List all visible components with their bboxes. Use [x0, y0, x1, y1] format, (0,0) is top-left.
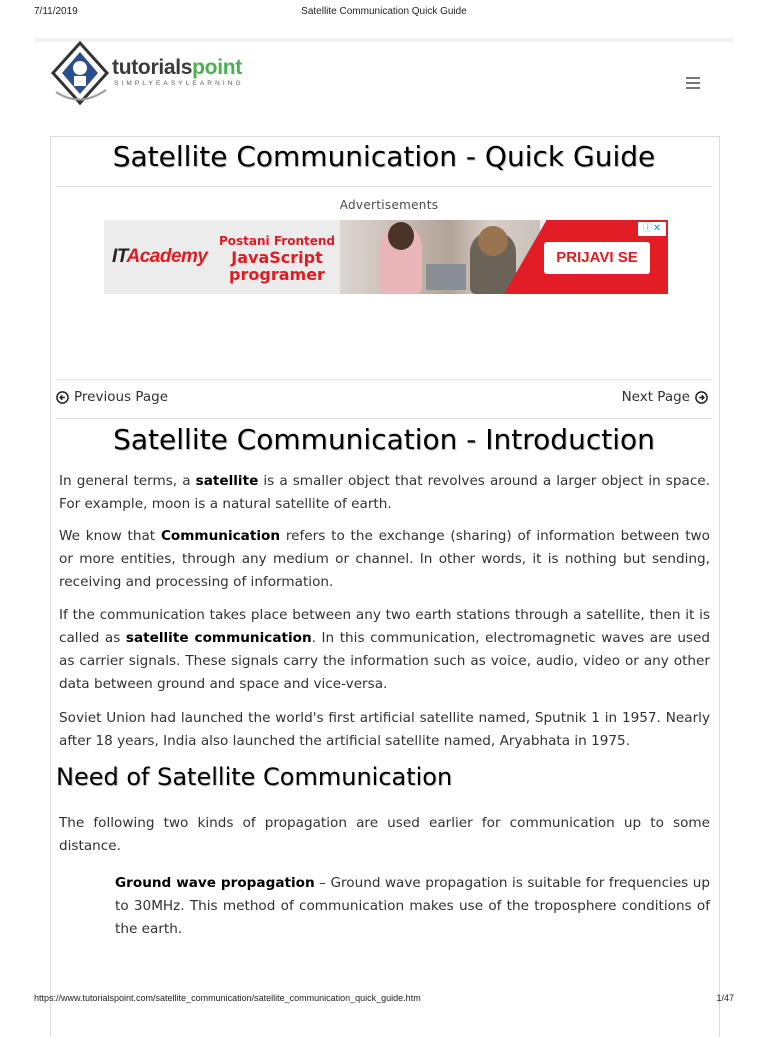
hamburger-menu-icon[interactable] [686, 77, 700, 89]
page-title: Satellite Communication - Quick Guide [112, 140, 656, 173]
circle-arrow-left-icon [56, 391, 69, 404]
intro-heading: Satellite Communication - Introduction [113, 423, 655, 456]
print-title: Satellite Communication Quick Guide [301, 6, 467, 17]
circle-arrow-right-icon [695, 391, 708, 404]
ad-cta-button[interactable]: PRIJAVI SE [544, 242, 650, 274]
intro-paragraph-1: In general terms, a satellite is a smaller object that revolves around a larger object in space. For example, moon is a natural satellite of earth. [59, 473, 710, 512]
site-logo[interactable] [50, 40, 280, 106]
intro-paragraph-2: We know that Communication refers to the exchange (sharing) of information between two or more entities, through any medium or channel. In other words, it is nothing but sending, receiving and processing of information. [59, 528, 710, 590]
print-url: https://www.tutorialspoint.com/satellite_communication/satellite_communication_quick_guide.htm [34, 993, 421, 1003]
advertisements-label: Advertisements [339, 198, 439, 212]
title-divider [56, 186, 712, 187]
next-page-link[interactable] [622, 389, 708, 405]
ground-wave-item: Ground wave propagation – Ground wave propagation is suitable for frequencies up to 30MHz. This method of communication makes use of the troposphere conditions of the earth. [115, 875, 710, 937]
print-date: 7/11/2019 [34, 6, 78, 17]
need-paragraph-1: The following two kinds of propagation are used earlier for communication up to some distance. [59, 815, 710, 854]
logo-tagline: SIMPLYEASYLEARNING [114, 80, 244, 87]
nav-divider [56, 418, 712, 419]
intro-paragraph-3: If the communication takes place between any two earth stations through a satellite, then it is called as satellite communication. In this communication, electromagnetic waves are used as carrier signals. These signals carry the information such as voice, audio, video or any other data between ground and space and vice-versa. [59, 607, 711, 692]
next-page-label: Next Page [621, 389, 690, 405]
ad-divider [56, 379, 712, 380]
logo-wordmark: tutorialspoint [112, 56, 242, 79]
print-footer [0, 993, 768, 1007]
ad-choices-icon[interactable]: ⓘ✕ [638, 222, 666, 236]
print-header [0, 6, 768, 20]
ad-photo [340, 220, 540, 294]
previous-page-link[interactable] [56, 389, 168, 405]
ad-brand: ITAcademy [112, 246, 208, 267]
ad-pitch: Postani Frontend JavaScript programer [219, 234, 335, 284]
tutorialspoint-logo-icon [50, 40, 110, 106]
previous-page-label: Previous Page [74, 389, 169, 405]
intro-paragraph-4: Soviet Union had launched the world's first artificial satellite named, Sputnik 1 in 1957. Nearly after 18 years, India also launched the artificial satellite named, Aryabhata in 1975. [59, 710, 710, 749]
need-heading: Need of Satellite Communication [56, 763, 453, 791]
print-page-number: 1/47 [716, 993, 734, 1003]
ad-banner[interactable] [104, 220, 668, 294]
